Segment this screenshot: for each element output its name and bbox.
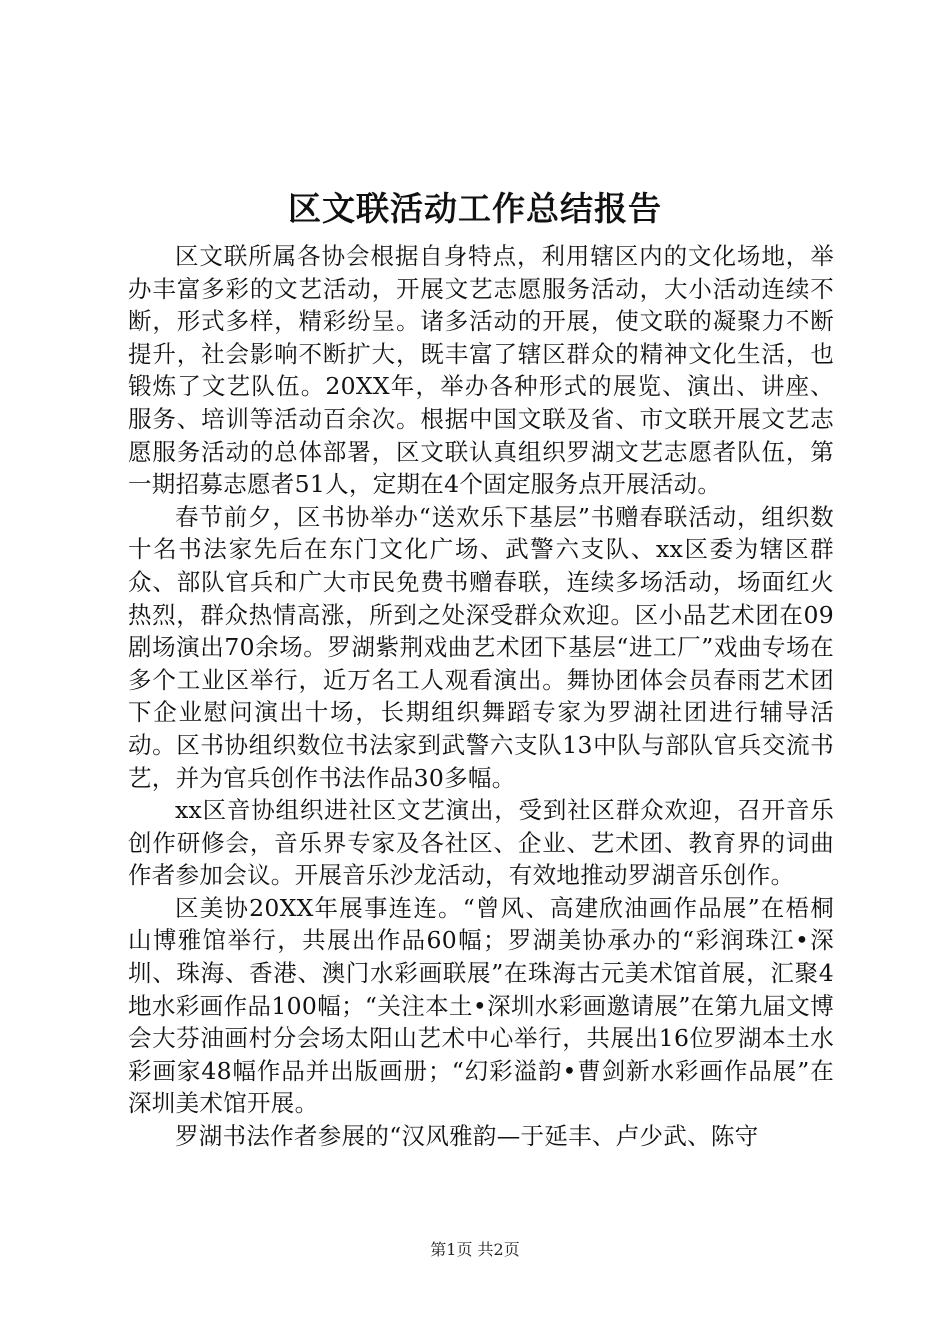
document-body — [128, 240, 834, 1153]
page-footer: 第1页 共2页 — [430, 1240, 520, 1259]
paragraph-overview: 区文联所属各协会根据自身特点，利用辖区内的文化场地，举办丰富多彩的文艺活动，开展文艺志愿服务活动，大小活动连续不断，形式多样，精彩纷呈。诸多活动的开展，使文联的凝聚力不断提升，社会影响不断扩大，既丰富了辖区群众的精神文化生活，也锻炼了文艺队伍。20XX年，举办各种形式的展览、演出、讲座、服务、培训等活动百余次。根据中国文联及省、市文联开展文艺志愿服务活动的总体部署，区文联认真组织罗湖文艺志愿者队伍，第一期招募志愿者51人，定期在4个固定服务点开展活动。 — [128, 242, 834, 499]
paragraph-spring-festival: 春节前夕，区书协举办“送欢乐下基层”书赠春联活动，组织数十名书法家先后在东门文化广场、武警六支队、xx区委为辖区群众、部队官兵和广大市民免费书赠春联，连续多场活动，场面红火热烈，群众热情高涨，所到之处深受群众欢迎。区小品艺术团在09剧场演出70余场。罗湖紫荆戏曲艺术团下基层“进工厂”戏曲专场在多个工业区举行，近万名工人观看演出。舞协团体会员春雨艺术团下企业慰问演出十场，长期组织舞蹈专家为罗湖社团进行辅导活动。区书协组织数位书法家到武警六支队13中队与部队官兵交流书艺，并为官兵创作书法作品30多幅。 — [128, 502, 834, 792]
paragraph-art-association: 区美协20XX年展事连连。“曾风、高建欣油画作品展”在梧桐山博雅馆举行，共展出作品60幅；罗湖美协承办的“彩润珠江•深圳、珠海、香港、澳门水彩画联展”在珠海古元美术馆首展，汇聚4地水彩画作品100幅；“关注本土•深圳水彩画邀请展”在第九届文博会大芬油画村分会场太阳山艺术中心举行，共展出16位罗湖本土水彩画家48幅作品并出版画册；“幻彩溢韵•曹剑新水彩画作品展”在深圳美术馆开展。 — [128, 893, 834, 1118]
paragraph-calligraphy: 罗湖书法作者参展的“汉风雅韵—于延丰、卢少武、陈守 — [175, 1122, 759, 1151]
document-title: 区文联活动工作总结报告 — [288, 189, 662, 228]
paragraph-music-association: xx区音协组织进社区文艺演出，受到社区群众欢迎，召开音乐创作研修会，音乐界专家及各社区、企业、艺术团、教育界的词曲作者参加会议。开展音乐沙龙活动，有效地推动罗湖音乐创作。 — [128, 796, 834, 890]
